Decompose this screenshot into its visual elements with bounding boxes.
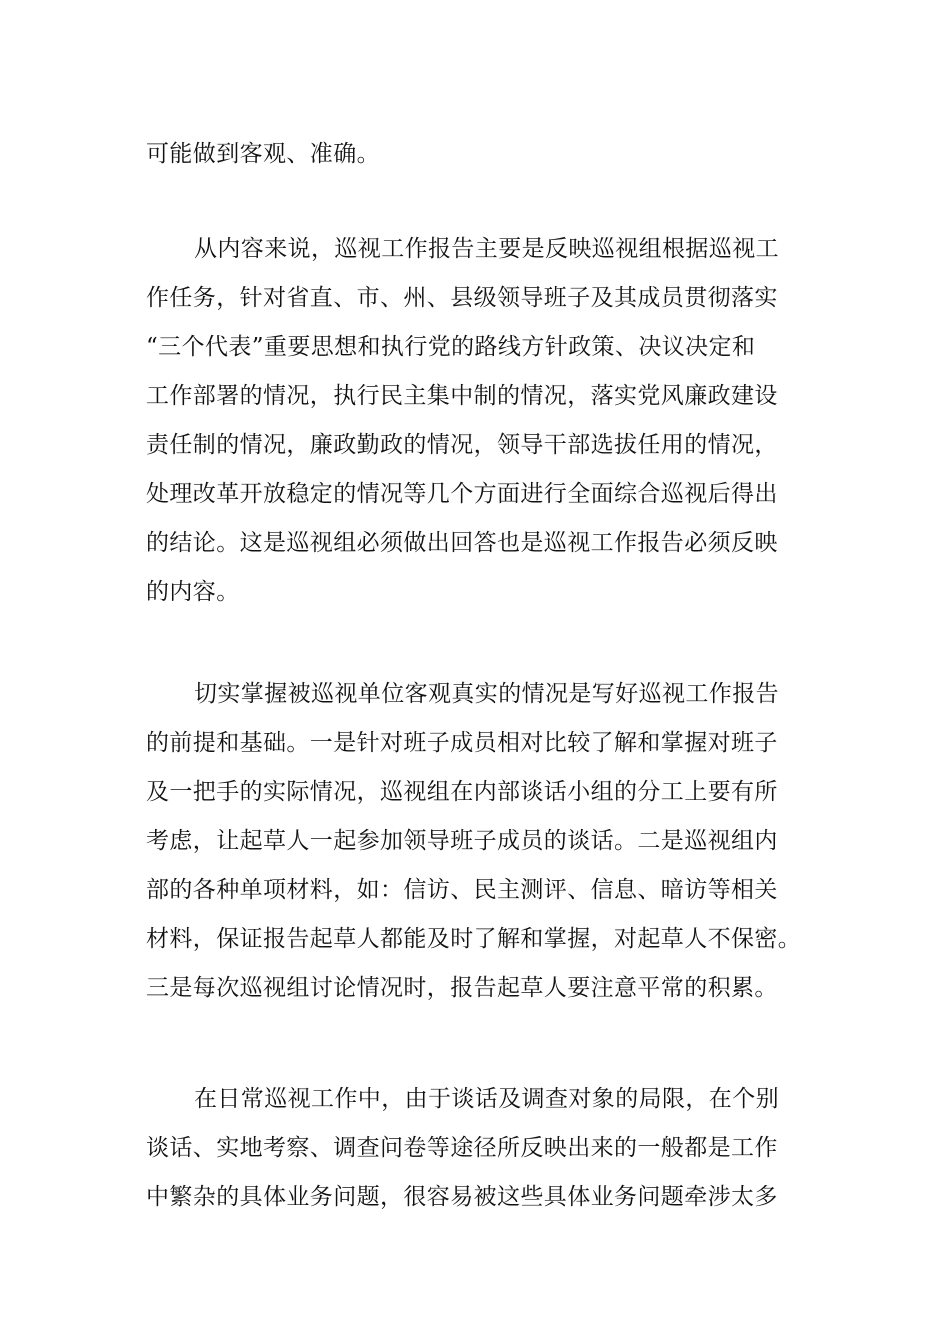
paragraph-4 (146, 1075, 826, 1222)
paragraph-line: 材料，保证报告起草人都能及时了解和掌握，对起草人不保密。 (146, 926, 802, 952)
paragraph-line: 处理改革开放稳定的情况等几个方面进行全面综合巡视后得出 (146, 481, 778, 507)
paragraph-line: 工作部署的情况，执行民主集中制的情况，落实党风廉政建设 (146, 383, 778, 409)
paragraph-line: 及一把手的实际情况，巡视组在内部谈话小组的分工上要有所 (146, 779, 778, 805)
paragraph-line: 可能做到客观、准确。 (146, 141, 380, 167)
paragraph-line: 谈话、实地考察、调查问卷等途径所反映出来的一般都是工作 (146, 1135, 778, 1161)
paragraph-line: 责任制的情况，廉政勤政的情况，领导干部选拔任用的情况， (146, 432, 778, 458)
paragraph-line: 的前提和基础。一是针对班子成员相对比较了解和掌握对班子 (146, 730, 778, 756)
paragraph-line: “三个代表”重要思想和执行党的路线方针政策、决议决定和 (146, 334, 756, 360)
paragraph-1 (146, 130, 826, 179)
paragraph-line: 从内容来说，巡视工作报告主要是反映巡视组根据巡视工 (194, 236, 779, 262)
paragraph-line: 的内容。 (146, 579, 240, 605)
paragraph-line: 考虑，让起草人一起参加领导班子成员的谈话。二是巡视组内 (146, 828, 778, 854)
paragraph-2 (146, 225, 826, 617)
paragraph-line: 中繁杂的具体业务问题，很容易被这些具体业务问题牵涉太多 (146, 1184, 778, 1210)
paragraph-line: 切实掌握被巡视单位客观真实的情况是写好巡视工作报告 (194, 681, 779, 707)
paragraph-line: 三是每次巡视组讨论情况时，报告起草人要注意平常的积累。 (146, 975, 778, 1001)
paragraph-3 (146, 670, 826, 1013)
paragraph-line: 作任务，针对省直、市、州、县级领导班子及其成员贯彻落实 (146, 285, 778, 311)
paragraph-line: 部的各种单项材料，如：信访、民主测评、信息、暗访等相关 (146, 877, 778, 903)
paragraph-line: 在日常巡视工作中，由于谈话及调查对象的局限，在个别 (194, 1086, 779, 1112)
paragraph-line: 的结论。这是巡视组必须做出回答也是巡视工作报告必须反映 (146, 530, 778, 556)
